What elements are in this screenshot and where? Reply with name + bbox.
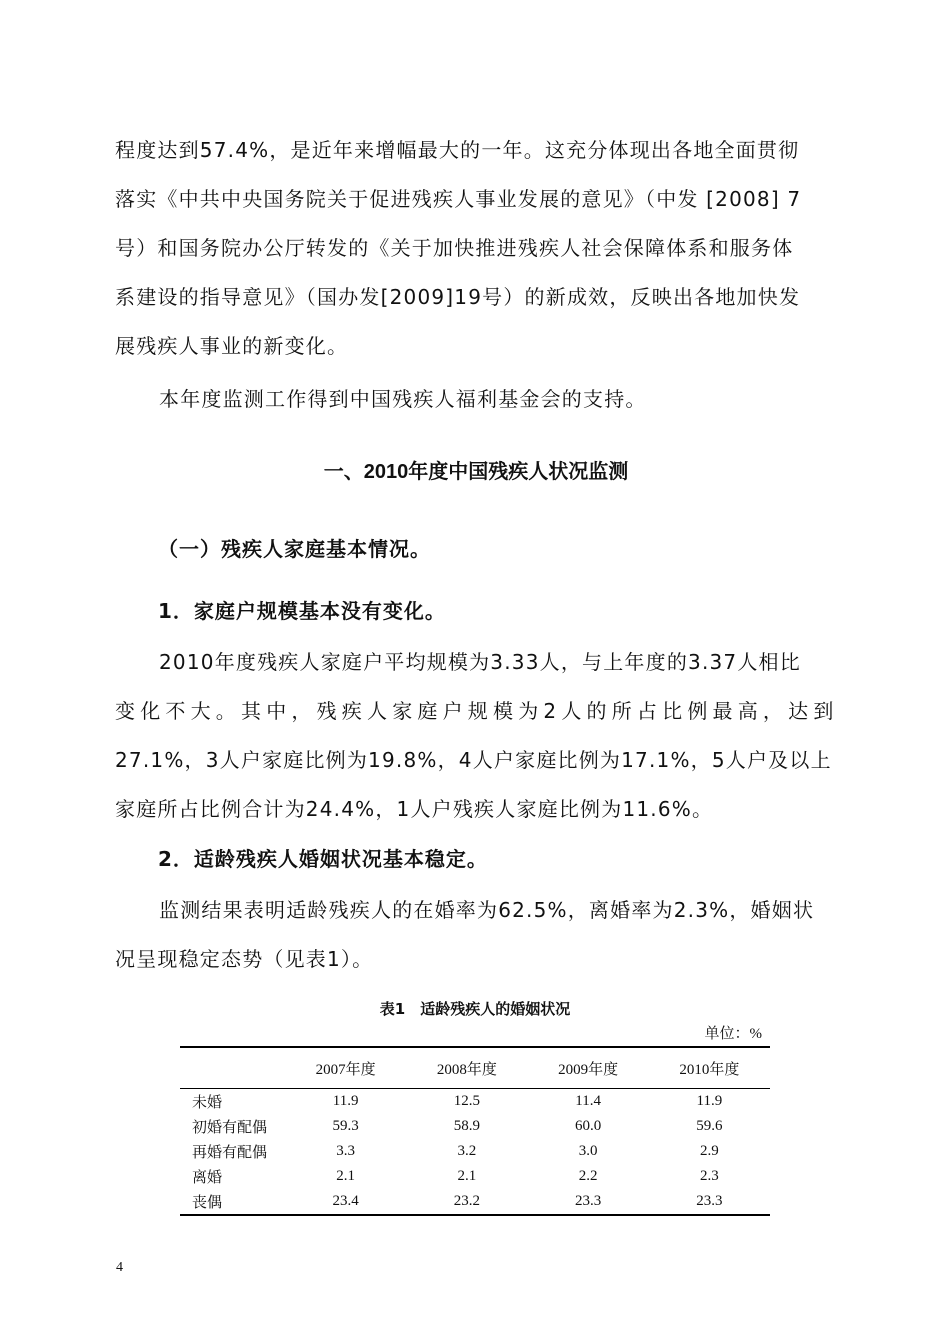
row-label: 离婚 (192, 1168, 223, 1186)
row-label: 未婚 (192, 1093, 223, 1111)
table-header-cell: 2009年度 (558, 1061, 619, 1078)
table-cell: 3.3 (336, 1143, 355, 1159)
table-cell: 3.2 (457, 1143, 477, 1159)
table-header-row (180, 1047, 770, 1089)
item2-line: 监测结果表明适龄残疾人的在婚率为62.5%，离婚率为2.3%，婚姻状 (159, 898, 815, 922)
table-cell: 23.2 (453, 1193, 480, 1209)
subsection-title: （一）残疾人家庭基本情况。 (158, 537, 431, 561)
row-label: 丧偶 (192, 1193, 223, 1211)
intro-line: 落实《中共中央国务院关于促进残疾人事业发展的意见》（中发 [2008] 7 (115, 187, 802, 211)
table-header-cell (180, 1047, 285, 1089)
marriage-status-table (180, 1046, 770, 1216)
item2-title: 2．适龄残疾人婚姻状况基本稳定。 (158, 847, 488, 871)
intro-paragraph (115, 126, 837, 371)
table-cell: 12.5 (453, 1093, 480, 1109)
table-title: 表1 适龄残疾人的婚姻状况 (379, 1000, 571, 1018)
intro-line: 系建设的指导意见》（国办发[2009]19号）的新成效，反映出各地加快发 (115, 285, 801, 309)
table-cell: 23.4 (332, 1193, 359, 1209)
table-cell: 23.3 (696, 1193, 723, 1209)
item2-line: 况呈现稳定态势（见表1）。 (115, 947, 374, 971)
table-cell: 60.0 (575, 1118, 602, 1134)
item2-paragraph (115, 886, 837, 984)
item1-line: 27.1%，3人户家庭比例为19.8%，4人户家庭比例为17.1%，5人户及以上 (115, 748, 832, 772)
table-row (180, 1164, 770, 1189)
table-cell: 11.9 (332, 1093, 359, 1109)
table-header-cell: 2008年度 (436, 1061, 497, 1078)
table-cell: 2.3 (700, 1168, 719, 1184)
table-cell: 59.6 (696, 1118, 723, 1134)
table-cell: 59.3 (332, 1118, 359, 1134)
item1-line: 2010年度残疾人家庭户平均规模为3.33人，与上年度的3.37人相比 (159, 650, 801, 674)
table-cell: 11.4 (575, 1093, 601, 1109)
table-row (180, 1139, 770, 1164)
support-line: 本年度监测工作得到中国残疾人福利基金会的支持。 (159, 387, 647, 411)
row-label: 初婚有配偶 (192, 1118, 268, 1136)
table-cell: 2.1 (457, 1168, 477, 1184)
item1-line: 家庭所占比例合计为24.4%，1人户残疾人家庭比例为11.6%。 (115, 797, 714, 821)
item1-paragraph (115, 638, 837, 834)
row-label: 再婚有配偶 (192, 1143, 268, 1161)
intro-line: 号）和国务院办公厅转发的《关于加快推进残疾人社会保障体系和服务体 (115, 236, 794, 260)
table-cell: 2.2 (578, 1168, 598, 1184)
table-cell: 58.9 (453, 1118, 480, 1134)
table-cell: 3.0 (578, 1143, 598, 1159)
item1-title: 1．家庭户规模基本没有变化。 (158, 599, 446, 623)
page-number: 4 (116, 1260, 123, 1275)
item1-line: 变化不大。其中，残疾人家庭户规模为2人的所占比例最高，达到 (115, 699, 839, 723)
table-unit: 单位：% (704, 1026, 762, 1042)
table-header-cell: 2007年度 (315, 1061, 376, 1078)
support-paragraph (115, 375, 837, 424)
table-cell: 2.1 (336, 1168, 355, 1184)
table-cell: 11.9 (696, 1093, 723, 1109)
table-header-cell: 2010年度 (679, 1061, 740, 1078)
intro-line: 展残疾人事业的新变化。 (115, 334, 349, 358)
table-row (180, 1089, 770, 1115)
section-title: 一、2010年度中国残疾人状况监测 (323, 461, 629, 483)
table-row (180, 1114, 770, 1139)
table-cell: 2.9 (700, 1143, 719, 1159)
table-row (180, 1189, 770, 1215)
intro-line: 程度达到57.4%，是近年来增幅最大的一年。这充分体现出各地全面贯彻 (115, 138, 800, 162)
table-cell: 23.3 (575, 1193, 602, 1209)
